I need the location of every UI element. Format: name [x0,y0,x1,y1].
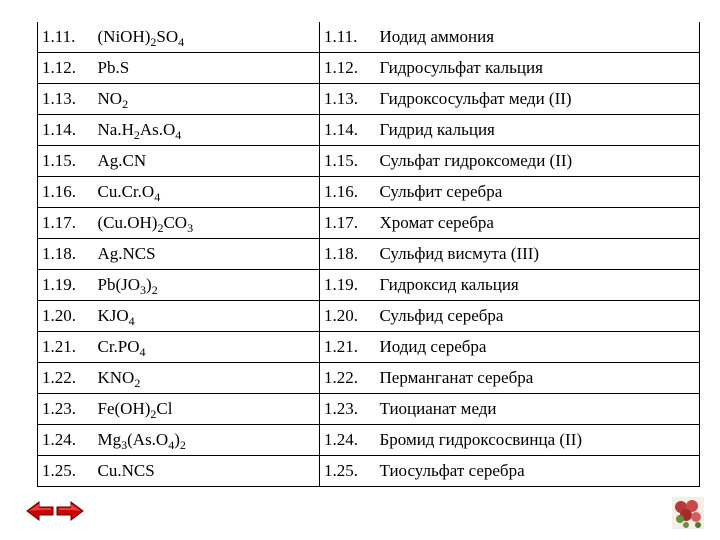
chemical-formula [94,456,320,487]
formula-text: (As.O [127,430,169,449]
name-number: 1.25. [320,456,376,487]
formula-number: 1.20. [38,301,94,332]
chemical-formula [94,53,320,84]
formula-text: Ag.NCS [97,244,156,263]
formula-text: (NiOH) [97,27,151,46]
formula-number: 1.11. [42,27,76,46]
table-row [38,22,700,53]
formula-text: Pb.S [97,58,130,77]
compound-name: Сульфид серебра [376,301,700,332]
formula-text: As.O [139,120,176,139]
arrow-left-icon[interactable] [25,500,55,522]
formula-text: (Cu.OH) [97,213,158,232]
table-row [38,53,700,84]
table-row [38,177,700,208]
compounds-table-body [38,22,700,487]
name-number: 1.24. [320,425,376,456]
table-row [38,394,700,425]
formula-subscript: 2 [179,438,186,452]
table-row [38,208,700,239]
formula-number: 1.16. [38,177,94,208]
formula-text: KNO [97,368,135,387]
formula-text: Cu.Cr.O [97,182,155,201]
formula-text: SO [156,27,179,46]
chemical-formula [94,22,320,53]
name-number: 1.20. [320,301,376,332]
formula-text: CO [163,213,188,232]
table-row [38,270,700,301]
formula-number: 1.17. [38,208,94,239]
chemical-formula [94,84,320,115]
compounds-table [37,22,700,487]
formula-number: 1.14. [38,115,94,146]
name-number: 1.14. [320,115,376,146]
formula-number: 1.23. [38,394,94,425]
compound-name: Гидроксид кальция [376,270,700,301]
formula-number: 1.13. [38,84,94,115]
formula-subscript: 2 [150,35,157,49]
compound-name: Гидрид кальция [376,115,700,146]
compound-name: Гидросульфат кальция [376,53,700,84]
chemical-formula [94,239,320,270]
compound-name: Сульфид висмута (III) [376,239,700,270]
chemical-formula [94,270,320,301]
formula-subscript: 4 [178,35,185,49]
formula-subscript: 2 [151,283,158,297]
chemical-formula [94,332,320,363]
formula-subscript: 4 [128,314,135,328]
formula-text: NO [97,89,123,108]
table-row [38,332,700,363]
arrow-right-icon[interactable] [55,500,85,522]
name-number: 1.22. [320,363,376,394]
formula-number: 1.18. [38,239,94,270]
chemical-formula [94,425,320,456]
name-number: 1.21. [320,332,376,363]
chemical-formula [94,208,320,239]
formula-text: Na.H [97,120,134,139]
formula-text: Cu.NCS [97,461,155,480]
formula-subscript: 2 [150,407,157,421]
compound-name: Бромид гидроксосвинца (II) [376,425,700,456]
name-number: 1.17. [320,208,376,239]
formula-subscript: 4 [168,438,175,452]
formula-number: 1.19. [38,270,94,301]
formula-number: 1.24. [38,425,94,456]
formula-subscript: 3 [140,283,147,297]
formula-number: 1.21. [38,332,94,363]
compound-name: Сульфит серебра [376,177,700,208]
compound-name: Гидроксосульфат меди (II) [376,84,700,115]
table-row [38,115,700,146]
formula-text: Fe(OH) [97,399,151,418]
table-row [38,301,700,332]
compound-name: Сульфат гидроксомеди (II) [376,146,700,177]
table-row [38,425,700,456]
formula-subscript: 2 [133,128,140,142]
name-number: 1.16. [320,177,376,208]
formula-number: 1.22. [38,363,94,394]
name-number: 1.19. [320,270,376,301]
name-number: 1.23. [320,394,376,425]
formula-number: 1.15. [38,146,94,177]
formula-text: Mg [97,430,122,449]
formula-text: Ag.CN [97,151,147,170]
formula-number: 1.12. [38,53,94,84]
compound-name: Тиоцианат меди [376,394,700,425]
formula-text: KJO [97,306,129,325]
name-number: 1.15. [320,146,376,177]
formula-subscript: 2 [122,97,129,111]
compound-name: Хромат серебра [376,208,700,239]
name-number: 1.11. [324,27,358,46]
chemical-formula [94,177,320,208]
name-number: 1.18. [320,239,376,270]
formula-text: Pb(JO [97,275,141,294]
name-number: 1.13. [320,84,376,115]
compound-name: Перманганат серебра [376,363,700,394]
formula-subscript: 2 [134,376,141,390]
formula-text: Cr.PO [97,337,140,356]
formula-subscript: 4 [139,345,146,359]
flower-icon[interactable] [672,497,704,529]
formula-number: 1.25. [38,456,94,487]
table-row [38,84,700,115]
formula-subscript: 4 [154,190,161,204]
formula-subscript: 3 [121,438,128,452]
chemical-formula [94,115,320,146]
formula-text: ) [174,430,180,449]
formula-subscript: 3 [187,221,194,235]
table-row [38,146,700,177]
formula-text: Cl [156,399,173,418]
name-number: 1.12. [320,53,376,84]
compound-name: Тиосульфат серебра [376,456,700,487]
table-row [38,239,700,270]
chemical-formula [94,301,320,332]
table-row [38,363,700,394]
compound-name: Иодид серебра [376,332,700,363]
chemical-formula [94,394,320,425]
chemical-formula [94,146,320,177]
chemical-formula [94,363,320,394]
formula-text: ) [146,275,152,294]
formula-subscript: 4 [175,128,182,142]
compound-name: Иодид аммония [379,27,495,46]
formula-subscript: 2 [157,221,164,235]
table-row [38,456,700,487]
